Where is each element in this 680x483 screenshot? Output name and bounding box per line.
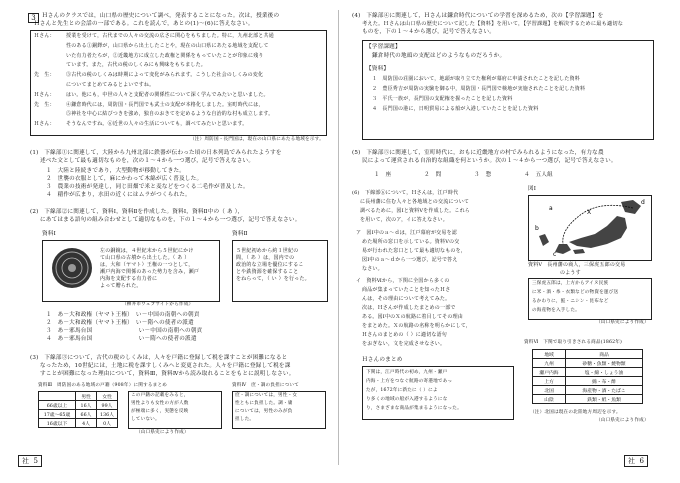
map-label-b: b: [535, 225, 539, 232]
source-note: （山口県史により作成）: [136, 430, 189, 435]
source1-line: 内海を支配する有力者に: [100, 276, 158, 282]
table-row: [533, 377, 643, 386]
table-cell: 塩・綿・しょう油: [566, 368, 643, 377]
q6b-text: をおぎない，文を完成させなさい。: [362, 341, 446, 347]
dialogue-line: ③古代の税のしくみは時期によって変化がみられます。こうした社会のしくみの変化: [66, 72, 264, 79]
page-divider: [338, 10, 339, 465]
q1-text: 述べた文として最も適切なものを，次の１～４から一つ選び，記号で答えなさい。: [40, 158, 255, 164]
table-row: [39, 401, 118, 410]
speaker-label: Ｈさん：: [34, 121, 55, 128]
footer-label: 社: [22, 457, 29, 465]
kadai-text: 鎌倉時代の地頭の支配はどのようなものだろうか。: [372, 53, 506, 59]
shiryo-item: ２ 豊臣秀吉が周防の実験を御る中，周防国・長門国で検地が実施されたことを記した資料: [372, 86, 586, 92]
source1-line: て山口県の古墳から出土した。（ あ ）: [100, 255, 190, 261]
source-note: （柳井市ウェブサイトから作成）: [122, 302, 194, 307]
q6-text: に長州藩に住む人々と各地域との交流について: [360, 199, 470, 205]
speaker-label: Ｈさん：: [34, 33, 55, 39]
dialogue-line: ています。また，古代の税のしくみにも興味をもちました。: [66, 62, 207, 69]
table-cell: 17歳～65歳: [39, 410, 76, 419]
q6a-text: なさい。: [362, 266, 383, 272]
dialogue-line: 性のある①銅鐸が，山口県から出土したことや，現在の山口県にあたる地域を支配して: [66, 42, 269, 49]
matome-title: Ｈさんのまとめ: [362, 357, 403, 363]
source4-line: については，男性のみが負: [235, 409, 293, 414]
table-cell: 鉄類・紙・魚類: [566, 395, 643, 404]
dialogue-line: いた有力者たちが，②近畿地方に成立した政権と関係をもっていたことが印象に残り: [66, 52, 264, 59]
dialogue-line: ⑤神社を中心に結びつきを強め，独自のおきてを定めるような自治的な村も成立します。: [66, 111, 274, 118]
table-cell: 綿・布・酢: [566, 377, 643, 386]
map-label-x: X: [587, 209, 592, 216]
shiryo-item: ４ 長門国の港に，日明貿易による船が入港していたことを記した資料: [372, 106, 539, 112]
source1-line: よって贈られた。: [100, 283, 142, 289]
q6b-text: 商品が集まっていたことを知ったＨさ: [362, 287, 451, 293]
q5-text: 民によって運営される自治的な組織を何というか。次の１～４から一つ選び，記号で答えなさい。: [362, 158, 617, 164]
q1-text: (1) 下線部①に関連して，大陸から九州北部に鉄器が伝わった頃の日本列島でみられたようすを: [30, 150, 282, 156]
source4-line: 性ともに負担した。調・庸: [235, 401, 293, 406]
q6b-text: ある。図Ⅰ中のＸの航路に着目してその理由: [362, 314, 463, 320]
q6b-text: Ｈさんのまとめの（ ）に適切な語句: [362, 332, 447, 338]
kadai-title: 【学習課題】: [366, 44, 401, 50]
source5-line: の海産物を入手した。: [532, 308, 580, 313]
question-number-badge: 3: [28, 13, 39, 23]
q6b-text: 次は，Ｈさんが作成したまとめの一部で: [362, 305, 456, 311]
q6a-text: 易が行われた窓口として最も適切なものを，: [362, 248, 467, 254]
table-row: [39, 419, 118, 428]
source2-line: 間，（ あ ）は，国内での: [236, 255, 295, 261]
shiryo-item: ３ 平氏一族が，長門国の支配権を握ったことを記した資料: [372, 96, 513, 102]
source-title: 資料Ⅱ: [232, 231, 248, 237]
matome-line: たが，1672年に新たに（ ）によ: [366, 388, 438, 393]
q1-option: ２ 世襲の衣服として，麻にかわって木綿が広く普及した。: [46, 176, 203, 182]
table-header: 男性: [76, 392, 97, 401]
q5-option: １ 座: [374, 172, 392, 178]
source2-line: をねらって，（ い ）を行った。: [236, 276, 310, 282]
footer-label: 社: [628, 457, 635, 465]
table-row: [533, 368, 643, 377]
source1-line: 瀬戸内海で関係のあった勢力を含み，瀬戸: [100, 269, 200, 275]
q5-option: ２ 問: [424, 172, 442, 178]
table-cell: 山陰: [533, 395, 566, 404]
q6-text: を用いて，次のア，イに答えなさい。: [360, 217, 448, 223]
shiryo-item: １ 周防国の荘園において，地頭が取り立てた権利が幕府に申請されたことを記した資料: [372, 76, 580, 82]
table-cell: 九州: [533, 359, 566, 368]
source1-line: 左の銅鏡は，４世紀末から５世紀にかけ: [100, 248, 194, 254]
dialogue-line: ④鎌倉時代には，周防国・長門国でも武士の支配が本格化しました。室町時代には，: [66, 101, 264, 108]
source2-line: とや鉄資源を確保すること: [236, 269, 299, 275]
source-note: （山口県史により作成）: [596, 418, 649, 423]
table-row: [39, 410, 118, 419]
q2-option: ４ あ－邪馬台国 い－隋への使者の派遣: [46, 336, 197, 342]
table-cell: 上方: [533, 377, 566, 386]
q2-option: ３ あ－邪馬台国 い－中国の南朝への朝貢: [46, 328, 203, 334]
source3-line: この戸籍の記載をみると，: [131, 393, 189, 398]
table-cell: 136人: [97, 410, 118, 419]
source3-line: 男性よりも女性の方が人数: [131, 401, 189, 406]
note: （注）周防国・長門国は，現在の山口県にあたる地域を示す。: [190, 137, 324, 142]
q4-text: 考えた。Ｈさんは山口県の歴史について記した【資料】を用いて，【学習課題】を解決するために最も適切な: [362, 21, 624, 27]
q2-text: にあてはまる語句の組み合わせとして適切なものを，下の１～４から一つ選び，記号で答えなさい。: [40, 217, 301, 223]
source5-line: るかわりに，鮭・ニシン・昆布など: [532, 299, 609, 304]
map-label-a: a: [549, 205, 553, 212]
q6-text: (6) 下線部⑥について，Ｈさんは，江戸時代: [352, 190, 459, 196]
table-cell: 海産物・酒・たばこ: [566, 386, 643, 395]
source3-title: 資料Ⅲ 周防国のある地域の戸籍（908年）に関するまとめ: [38, 383, 168, 388]
source4-line: 庶・調については，男性・女: [235, 393, 298, 398]
table-row: [533, 386, 643, 395]
q6-text: 調べるために，図Ⅰと資料Ⅴを作成した。これら: [360, 208, 470, 214]
source-note: （山口県史により作成）: [596, 320, 649, 325]
table-cell: 99人: [97, 401, 118, 410]
bronze-mirror-image: [50, 246, 94, 290]
dialogue-line: そうなんですね。⑥近世の人々の生活についても，調べてみたいと思います。: [66, 121, 248, 128]
q4-text: ものを，下の１～４から選び，記号で答えなさい。: [362, 29, 496, 35]
table-header: 地域: [533, 350, 566, 359]
shiryo-title: 【資料】: [366, 66, 390, 72]
q3-text: すことが困難になった理由について，資料Ⅲ，資料Ⅳから読み取れることをもとに説明しなさい。: [40, 371, 295, 377]
source4-title: 資料Ⅳ 庶・調の負担について: [232, 383, 300, 388]
q2-text: (2) 下線部②に関連して，資料Ⅰ，資料Ⅱを作成した。資料Ⅰ，資料Ⅱ中の（ あ ），: [30, 209, 244, 215]
matome-line: り，さまざまな商品が集まるようになった。: [366, 406, 462, 411]
source3-table: [38, 391, 118, 428]
dialogue-line: 授業を受けて，古代までの人々の交流の広さに関心をもちました。特に，九州北部と共通: [66, 33, 274, 39]
source-title: 資料Ⅰ: [42, 231, 56, 237]
source4-line: 担した。: [235, 417, 255, 422]
source2-line: 政治的な立場を優位にするこ: [236, 262, 304, 268]
source-note: （注）北国は現在の北陸地方周辺を示す。: [530, 410, 621, 415]
table-cell: 瀬戸内海: [533, 368, 566, 377]
q5-text: (5) 下線部⑤に関連して，室町時代に，おもに近畿地方の村でみられるようになった，有力な農: [352, 150, 604, 156]
speaker-label: 先 生：: [34, 72, 55, 79]
table-cell: 66人: [76, 410, 97, 419]
table-header: [39, 392, 76, 401]
table-row: [533, 395, 643, 404]
q6b-text: んは，その理由について考えてみた。: [362, 296, 451, 302]
footer-number: 5: [33, 457, 38, 465]
q4-text: (4) 下線部④に関連して，Ｈさんは鎌倉時代についての学習を深めるため，次の【学習課題】を: [352, 13, 604, 19]
table-header: 商品: [566, 350, 643, 359]
q5-option: ４ 五人組: [524, 172, 553, 178]
q5-option: ３ 惣: [474, 172, 492, 178]
source5-line: 三保虎五郎は，上方からアイヌ民族: [532, 281, 609, 286]
source6-table: [532, 349, 643, 404]
source3-line: していない。: [131, 417, 160, 422]
dialogue-line: についてまとめてみるとよいですね。: [66, 82, 155, 88]
source1-line: は，大和（ヤマト）王権の一つとして，: [100, 262, 194, 268]
q2-option: １ あ－大和政権（ヤマト王権） い－中国の南朝への朝貢: [46, 312, 200, 318]
q6b-text: イ 資料Ⅵから，下関に全国から多くの: [356, 278, 450, 284]
source2-line: ５世紀初めから約１世紀の: [236, 248, 299, 254]
footer-number: 6: [639, 457, 644, 465]
matome-line: 内海・上方をつなぐ航路の寄港地であっ: [366, 379, 453, 384]
q2-option: ２ あ－大和政権（ヤマト王権） い－隋への使者の派遣: [46, 320, 194, 326]
speaker-label: 先 生：: [34, 101, 55, 108]
table-cell: 砂糖・魚類・焼物類: [566, 359, 643, 368]
page-number-footer: [18, 455, 42, 467]
intro-line: Ｈさんと先生との会話の一部である。これを読んで，あとの(1)～(6)に答えなさい。: [34, 21, 254, 27]
matome-line: り多くの地域の船が入港するようにな: [366, 397, 448, 402]
table-row: [533, 359, 643, 368]
source6-title: 資料Ⅵ 下関で取り引きされる商品(1862年): [524, 340, 622, 345]
q6a-text: ア 図Ⅰ中のａ～ｄは，江戸幕府が交易を認: [356, 230, 457, 236]
map-label-c: c: [553, 251, 557, 258]
map-label-d: d: [641, 199, 645, 206]
source5-subtitle: のようす: [560, 270, 581, 276]
table-cell: 4人: [76, 419, 97, 428]
speaker-label: Ｈさん：: [34, 91, 55, 98]
q6b-text: をまとめた。Ｘの航路の名称を明らかにして，: [362, 323, 472, 329]
intro-line: Ｈさんのクラスでは，山口県の歴史について調べ，発表することになった。次は，授業後の: [42, 13, 280, 19]
q1-option: ３ 農業の技術が発達し，同じ田畑で米と麦などをつくる二毛作が普及した。: [46, 184, 249, 190]
table-cell: 16歳以下: [39, 419, 76, 428]
dialogue-line: はい。他にも，中世の人々と支配者の関係性について深く学んでみたいと思いました。: [66, 91, 269, 98]
table-cell: 66歳以上: [39, 401, 76, 410]
source3-line: が極端に多く，実態を反映: [131, 409, 189, 414]
q6a-text: めた場所の窓口を示している。資料Ⅴの交: [362, 239, 460, 245]
page-number-footer: [624, 455, 648, 467]
japan-map: [529, 196, 649, 258]
table-header: 女性: [97, 392, 118, 401]
source5-title: 資料Ⅴ 長州藩の商人，三保虎五郎の交易: [528, 262, 626, 268]
q6a-text: 図Ⅰ中のａ～ｄから一つ選び，記号で答え: [362, 257, 458, 263]
q1-option: １ 大陸と陸続きであり，大型動物が移動してきた。: [46, 168, 186, 174]
q1-option: ４ 稲作が広まり，水田の近くにはムラがつくられた。: [46, 192, 191, 198]
q3-text: (3) 下線部③について，古代の税のしくみは，人々を戸籍に登録して税を課すことが困難になると: [30, 355, 288, 361]
figure1-title: 図Ⅰ: [528, 186, 537, 192]
q3-text: なったため，10世紀には，土地に税を課すしくみへと変更された。人々を戸籍に登録して税を課: [40, 363, 291, 369]
matome-line: 下関は，江戸時代の初め，九州・瀬戸: [366, 370, 448, 375]
source5-line: に米・酒・糸・衣類などの物資を運び送: [532, 290, 619, 295]
table-cell: 北国: [533, 386, 566, 395]
table-cell: 16人: [76, 401, 97, 410]
table-cell: 0人: [97, 419, 118, 428]
